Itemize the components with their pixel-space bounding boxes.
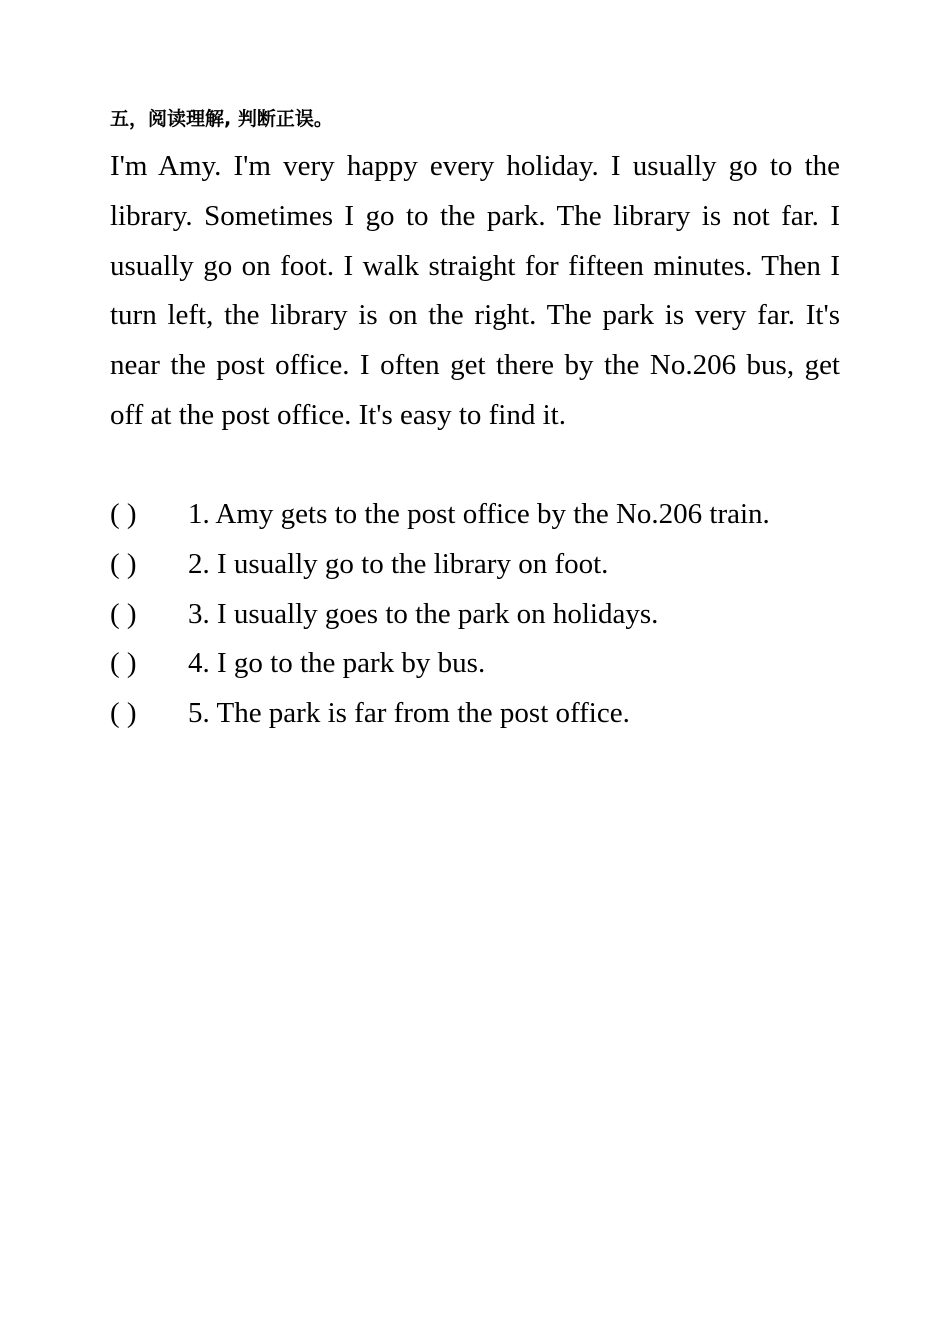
answer-blank[interactable]: ( ) (110, 647, 137, 680)
question-item (110, 590, 870, 640)
section-heading: 五，阅读理解, 判断正误。 (110, 108, 333, 130)
question-item (110, 490, 870, 540)
answer-blank[interactable]: ( ) (110, 597, 137, 630)
question-item (110, 540, 870, 590)
question-text: 2. I usually go to the library on foot. (188, 547, 609, 580)
answer-blank[interactable]: ( ) (110, 547, 137, 580)
question-item (110, 639, 870, 689)
question-item (110, 689, 870, 739)
answer-blank[interactable]: ( ) (110, 498, 137, 530)
question-text: 1. Amy gets to the post office by the No.206 train. (188, 498, 770, 530)
question-text: 4. I go to the park by bus. (188, 647, 486, 680)
question-text: 3. I usually goes to the park on holidays. (188, 597, 659, 630)
reading-passage: I'm Amy. I'm very happy every holiday. I usually go to the library. Sometimes I go to the park. The library is not far. I usually go on foot. I walk straight for fifteen minutes. Then I turn left, the library is on the right. The park is very far. It's near the post office. I often get there by the No.206 bus, get off at the post office. It's easy to find it. (110, 150, 840, 431)
worksheet-page (110, 0, 840, 1344)
question-text: 5. The park is far from the post office. (188, 697, 630, 730)
answer-blank[interactable]: ( ) (110, 697, 137, 730)
question-list (110, 490, 870, 739)
